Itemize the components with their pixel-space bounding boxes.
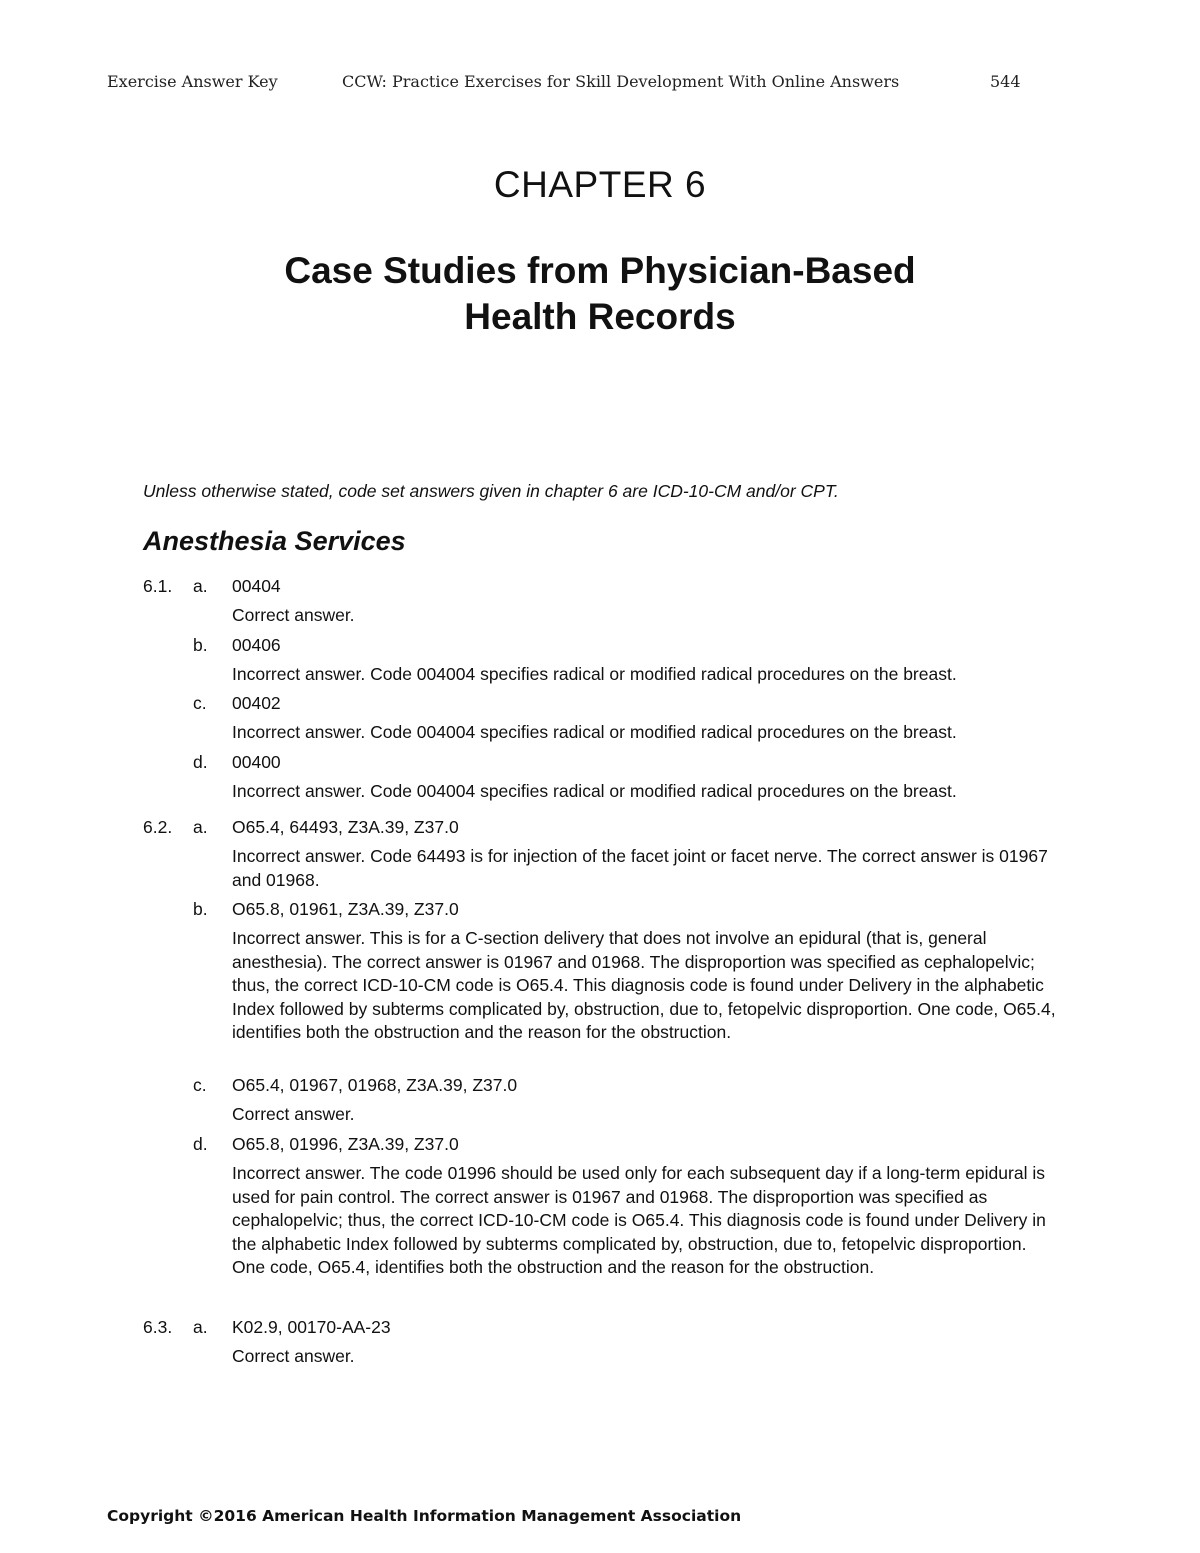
- option-explanation: Incorrect answer. Code 64493 is for injection of the facet joint or facet nerve. The correct answer is 01967 and 01968.: [232, 846, 1048, 890]
- option-letter: b.: [193, 635, 208, 655]
- option-code: 00402: [232, 693, 281, 713]
- option-letter: a.: [193, 576, 208, 596]
- option-code: 00404: [232, 576, 281, 596]
- option-explanation: Incorrect answer. Code 004004 specifies radical or modified radical procedures on the breast.: [232, 664, 957, 684]
- option-letter: d.: [193, 1134, 208, 1154]
- option-code: O65.8, 01996, Z3A.39, Z37.0: [232, 1134, 459, 1154]
- question-number: 6.3.: [143, 1317, 173, 1337]
- chapter-title: [0, 248, 1200, 340]
- option-explanation: Incorrect answer. This is for a C-section delivery that does not involve an epidural (that is, general anesthesia). The correct answer is 01967 and 01968. The disproportion was specified as cephalopelvic; thus, the correct ICD-10-CM code is O65.4. This diagnosis code is found under Delivery in the alphabetic Index followed by subterms complicated by, obstruction, due to, fetopelvic disproportion. One code, O65.4, identifies both the obstruction and the reason for the obstruction.: [232, 928, 1056, 1042]
- question-number: 6.1.: [143, 576, 173, 596]
- option-letter: d.: [193, 752, 208, 772]
- chapter-title-line-1: Case Studies from Physician-Based: [284, 250, 916, 291]
- copyright-footer: Copyright ©2016 American Health Information Management Association: [107, 1507, 742, 1525]
- option-explanation: Correct answer.: [232, 605, 355, 625]
- header-left-text: Exercise Answer Key: [107, 72, 278, 91]
- option-letter: c.: [193, 693, 207, 713]
- option-letter: b.: [193, 899, 208, 919]
- question-number: 6.2.: [143, 817, 173, 837]
- option-explanation: Correct answer.: [232, 1346, 355, 1366]
- option-code: O65.4, 01967, 01968, Z3A.39, Z37.0: [232, 1075, 518, 1095]
- chapter-label: CHAPTER 6: [493, 164, 707, 205]
- option-code: O65.8, 01961, Z3A.39, Z37.0: [232, 899, 459, 919]
- option-code: K02.9, 00170-AA-23: [232, 1317, 391, 1337]
- code-set-note: Unless otherwise stated, code set answers given in chapter 6 are ICD-10-CM and/or CPT.: [143, 481, 839, 501]
- section-heading: Anesthesia Services: [143, 526, 406, 556]
- option-explanation: Incorrect answer. Code 004004 specifies radical or modified radical procedures on the breast.: [232, 722, 957, 742]
- option-code: 00400: [232, 752, 281, 772]
- option-letter: a.: [193, 1317, 208, 1337]
- chapter-title-line-2: Health Records: [464, 296, 736, 337]
- option-explanation: Correct answer.: [232, 1104, 355, 1124]
- option-explanation: Incorrect answer. Code 004004 specifies radical or modified radical procedures on the breast.: [232, 781, 957, 801]
- option-letter: a.: [193, 817, 208, 837]
- option-code: 00406: [232, 635, 281, 655]
- option-letter: c.: [193, 1075, 207, 1095]
- option-code: O65.4, 64493, Z3A.39, Z37.0: [232, 817, 459, 837]
- header-book-title: CCW: Practice Exercises for Skill Development With Online Answers: [342, 72, 900, 91]
- page-number: 544: [990, 72, 1021, 91]
- option-explanation: Incorrect answer. The code 01996 should be used only for each subsequent day if a long-term epidural is used for pain control. The correct answer is 01967 and 01968. The disproportion was specified as cephalopelvic; thus, the correct ICD-10-CM code is O65.4. This diagnosis code is found under Delivery in the alphabetic Index followed by subterms complicated by, obstruction, due to, fetopelvic disproportion. One code, O65.4, identifies both the obstruction and the reason for the obstruction.: [232, 1163, 1046, 1277]
